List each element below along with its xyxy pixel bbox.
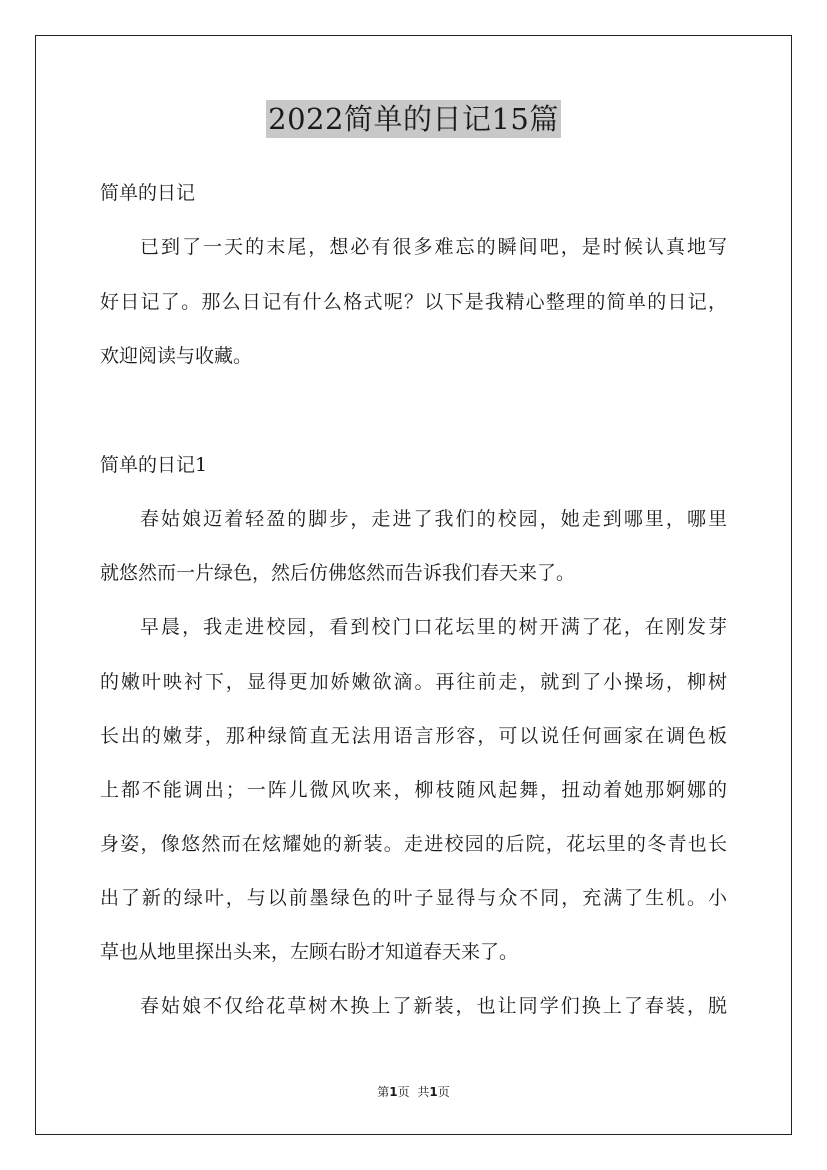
footer-total-pages: 1 <box>429 1085 438 1099</box>
footer-page-prefix: 第 <box>377 1085 390 1099</box>
footer-page-number: 1 <box>389 1085 398 1099</box>
paragraph-line: 就悠然而一片绿色，然后仿佛悠然而告诉我们春天来了。 <box>100 562 576 584</box>
paragraph-line: 上都不能调出；一阵儿微风吹来，柳枝随风起舞，扭动着她那婀娜的 <box>100 779 727 801</box>
paragraph-line: 早晨，我走进校园，看到校门口花坛里的树开满了花，在刚发芽 <box>140 616 727 638</box>
paragraph-line: 身姿，像悠然而在炫耀她的新装。走进校园的后院，花坛里的冬青也长 <box>100 833 727 855</box>
intro-line: 好日记了。那么日记有什么格式呢？以下是我精心整理的简单的日记， <box>100 291 727 313</box>
document-title-text: 2022简单的日记15篇 <box>268 102 559 136</box>
paragraph-line: 的嫩叶映衬下，显得更加娇嫩欲滴。再往前走，就到了小操场，柳树 <box>100 671 727 693</box>
section-heading: 简单的日记 <box>100 182 196 204</box>
paragraph-line: 春姑娘迈着轻盈的脚步，走进了我们的校园，她走到哪里，哪里 <box>140 508 727 530</box>
intro-line: 已到了一天的末尾，想必有很多难忘的瞬间吧，是时候认真地写 <box>140 236 727 258</box>
paragraph-line: 长出的嫩芽，那种绿简直无法用语言形容，可以说任何画家在调色板 <box>100 725 727 747</box>
paragraph-line: 草也从地里探出头来，左顾右盼才知道春天来了。 <box>100 941 519 963</box>
paragraph-line: 春姑娘不仅给花草树木换上了新装，也让同学们换上了春装，脱 <box>140 995 727 1017</box>
intro-line: 欢迎阅读与收藏。 <box>100 345 253 367</box>
footer-page-suffix: 页 <box>397 1085 410 1099</box>
page-footer <box>0 1086 827 1098</box>
paragraph-line: 出了新的绿叶，与以前墨绿色的叶子显得与众不同，充满了生机。小 <box>100 887 727 909</box>
entry-heading: 简单的日记1 <box>100 454 208 476</box>
footer-total-prefix: 共 <box>417 1085 430 1099</box>
footer-total-suffix: 页 <box>437 1085 450 1099</box>
document-title <box>0 102 827 134</box>
